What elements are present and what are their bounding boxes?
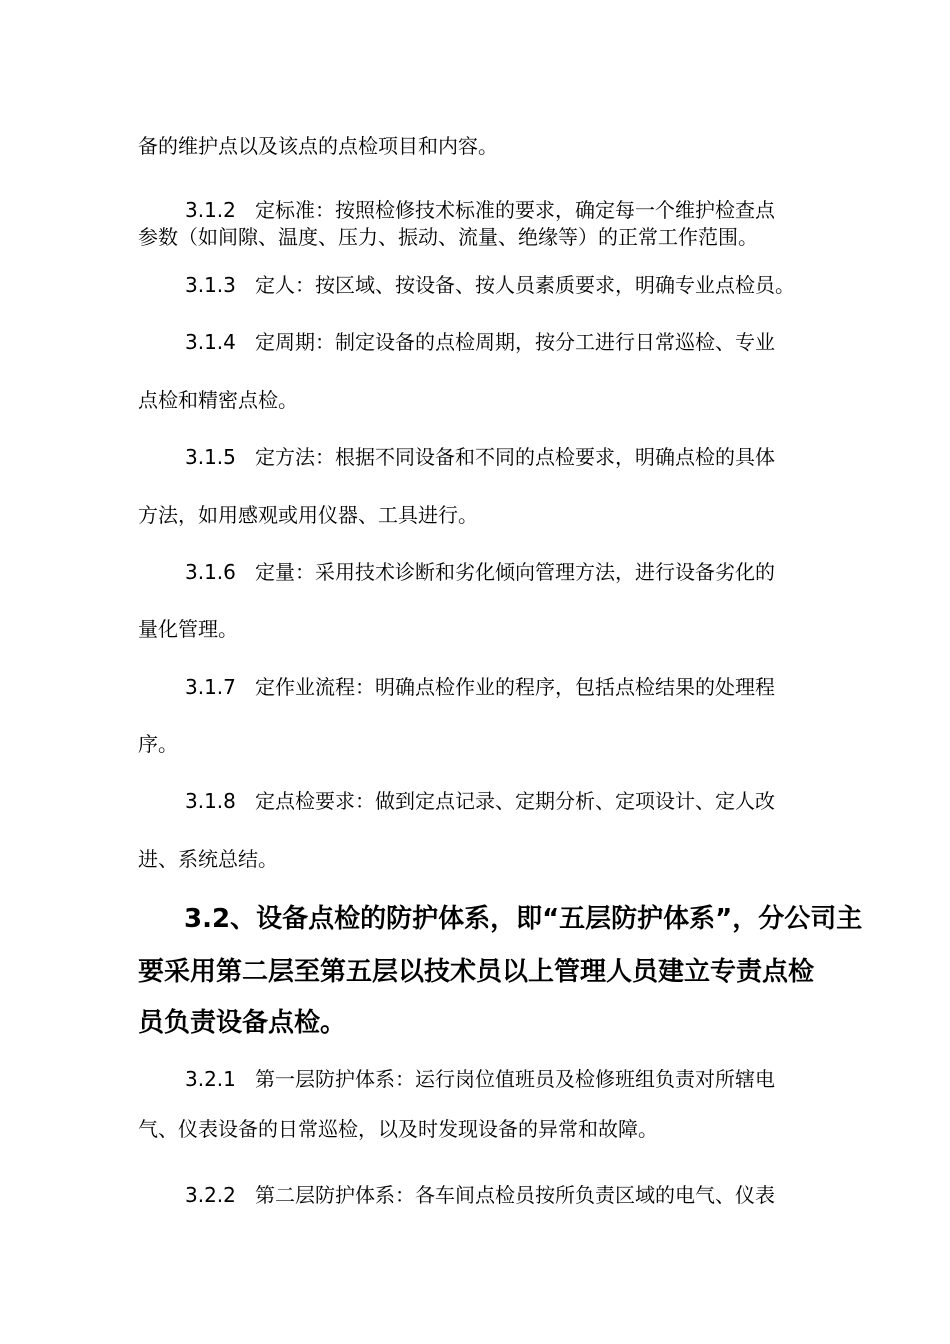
text-line: 定标准：按照检修技术标准的要求，确定每一个维护检查点: [255, 198, 775, 222]
paragraph-3-1-7-continuation: [138, 732, 178, 756]
paragraph-3-1-6: [185, 560, 775, 584]
section-number: 3.1.6: [185, 560, 236, 584]
paragraph-3-1-2-continuation: [138, 225, 758, 249]
paragraph-3-1-3: [185, 273, 795, 297]
paragraph-3-1-8: [185, 789, 775, 813]
paragraph-3-1-1-continuation: [138, 134, 498, 158]
text-line: 定点检要求：做到定点记录、定期分析、定项设计、定人改: [255, 789, 775, 813]
section-heading-3-2: [138, 904, 862, 934]
paragraph-3-1-6-continuation: [138, 617, 238, 641]
text-line: 定人：按区域、按设备、按人员素质要求，明确专业点检员。: [255, 273, 795, 297]
section-number: 3.2.2: [185, 1183, 236, 1207]
section-number: 3.1.8: [185, 789, 236, 813]
section-heading-3-2-line-3: [138, 1008, 346, 1038]
section-number: 3.1.3: [185, 273, 236, 297]
text-line: 点检和精密点检。: [138, 388, 298, 412]
text-line: 进、系统总结。: [138, 847, 278, 871]
text-line: 序。: [138, 732, 178, 756]
heading-line: 员负责设备点检。: [138, 1008, 347, 1038]
section-heading-3-2-line-2: [138, 957, 814, 987]
section-number: 3.1.2: [185, 198, 236, 222]
paragraph-3-1-2: [185, 198, 775, 222]
paragraph-3-1-8-continuation: [138, 847, 278, 871]
section-number: 3.1.5: [185, 445, 236, 469]
heading-line: 要采用第二层至第五层以技术员以上管理人员建立专责点检: [138, 957, 815, 987]
text-line: 定作业流程：明确点检作业的程序，包括点检结果的处理程: [255, 675, 775, 699]
paragraph-3-1-4: [185, 330, 775, 354]
section-number: 3.1.7: [185, 675, 236, 699]
text-line: 定方法：根据不同设备和不同的点检要求，明确点检的具体: [255, 445, 775, 469]
text-line: 定量：采用技术诊断和劣化倾向管理方法，进行设备劣化的: [255, 560, 775, 584]
text-line: 定周期：制定设备的点检周期，按分工进行日常巡检、专业: [255, 330, 775, 354]
text-line: 方法，如用感观或用仪器、工具进行。: [138, 503, 478, 527]
paragraph-3-2-1-continuation: [138, 1117, 658, 1141]
text-line: 备的维护点以及该点的点检项目和内容。: [138, 134, 498, 158]
paragraph-3-2-2: [185, 1183, 775, 1207]
paragraph-3-1-5: [185, 445, 775, 469]
text-line: 第二层防护体系：各车间点检员按所负责区域的电气、仪表: [255, 1183, 775, 1207]
paragraph-3-1-7: [185, 675, 775, 699]
section-number: 3.1.4: [185, 330, 236, 354]
paragraph-3-1-5-continuation: [138, 503, 478, 527]
section-number: 3.2、: [184, 904, 257, 934]
paragraph-3-1-4-continuation: [138, 388, 298, 412]
text-line: 第一层防护体系：运行岗位值班员及检修班组负责对所辖电: [255, 1067, 775, 1091]
paragraph-3-2-1: [185, 1067, 775, 1091]
heading-line: 设备点检的防护体系，即“五层防护体系”，分公司主: [256, 904, 863, 934]
text-line: 气、仪表设备的日常巡检，以及时发现设备的异常和故障。: [138, 1117, 658, 1141]
text-line: 参数（如间隙、温度、压力、振动、流量、绝缘等）的正常工作范围。: [138, 225, 758, 249]
text-line: 量化管理。: [138, 617, 238, 641]
section-number: 3.2.1: [185, 1067, 236, 1091]
